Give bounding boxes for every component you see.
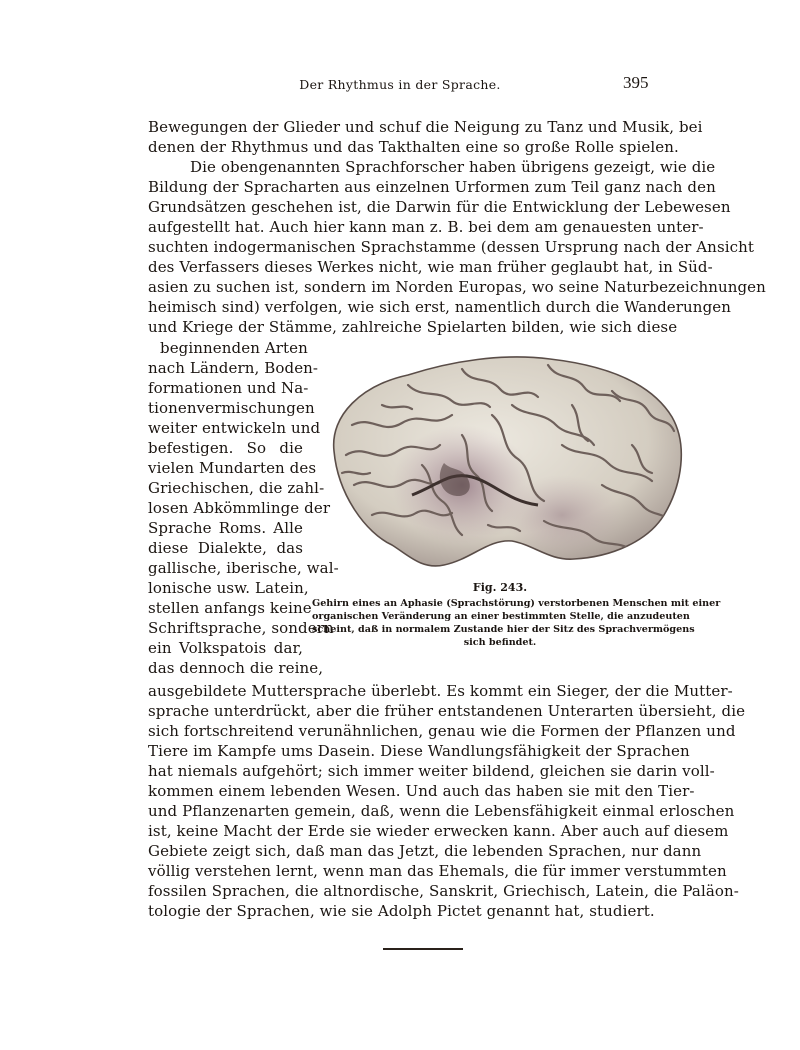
- body-line: Grundsätzen geschehen ist, die Darwin für die Entwicklung der Lebewesen: [148, 198, 731, 216]
- body-line: sprache unterdrückt, aber die früher entstandenen Unterarten übersieht, die: [148, 702, 746, 720]
- body-line: tologie der Sprachen, wie sie Adolph Pictet genannt hat, studiert.: [148, 902, 655, 920]
- body-line: und Pflanzenarten gemein, daß, wenn die Lebensfähigkeit einmal erloschen: [148, 802, 735, 820]
- column-line: formationen und Na-: [148, 379, 309, 397]
- page-number: 395: [623, 73, 649, 92]
- body-line: ist, keine Macht der Erde sie wieder erwecken kann. Aber auch auf diesem: [148, 822, 729, 840]
- body-line: Bildung der Spracharten aus einzelnen Urformen zum Teil ganz nach den: [148, 178, 716, 196]
- column-line: befestigen. So die: [148, 439, 303, 457]
- body-line: denen der Rhythmus und das Takthalten eine so große Rolle spielen.: [148, 138, 679, 156]
- body-line: aufgestellt hat. Auch hier kann man z. B. bei dem am genauesten unter-: [148, 218, 704, 236]
- column-line: vielen Mundarten des: [148, 459, 317, 477]
- column-line: beginnenden Arten: [160, 339, 308, 357]
- brain-illustration: [312, 345, 688, 577]
- column-line: das dennoch die reine,: [148, 659, 324, 677]
- column-line: Griechischen, die zahl-: [148, 479, 325, 497]
- body-line: Die obengenannten Sprachforscher haben übrigens gezeigt, wie die: [190, 158, 716, 176]
- body-line: Bewegungen der Glieder und schuf die Neigung zu Tanz und Musik, bei: [148, 118, 703, 136]
- column-line: Schriftsprache, sondern: [148, 619, 334, 637]
- body-line: kommen einem lebenden Wesen. Und auch das haben sie mit den Tier-: [148, 782, 695, 800]
- figure-caption-line: organischen Veränderung an einer bestimmten Stelle, die anzudeuten: [312, 611, 690, 622]
- column-line: lonische usw. Latein,: [148, 579, 309, 597]
- figure-label: Fig. 243.: [472, 581, 528, 594]
- column-line: stellen anfangs keine: [148, 599, 312, 617]
- column-line: losen Abkömmlinge der: [148, 499, 331, 517]
- body-line: heimisch sind) verfolgen, wie sich erst, namentlich durch die Wanderungen: [148, 298, 732, 316]
- body-line: und Kriege der Stämme, zahlreiche Spielarten bilden, wie sich diese: [148, 318, 678, 336]
- column-line: weiter entwickeln und: [148, 419, 321, 437]
- footer-rule: [383, 948, 463, 950]
- column-line: diese Dialekte, das: [148, 539, 303, 557]
- body-line: Tiere im Kampfe ums Dasein. Diese Wandlungsfähigkeit der Sprachen: [148, 742, 690, 760]
- column-line: tionenvermischungen: [148, 399, 315, 417]
- body-line: asien zu suchen ist, sondern im Norden Europas, wo seine Naturbezeichnungen: [148, 278, 766, 296]
- brain-figure: [312, 345, 688, 577]
- body-line: sich fortschreitend verunähnlichen, genau wie die Formen der Pflanzen und: [148, 722, 736, 740]
- figure-caption-line: Gehirn eines an Aphasie (Sprachstörung) verstorbenen Menschen mit einer: [312, 598, 721, 609]
- body-line: hat niemals aufgehört; sich immer weiter bildend, gleichen sie darin voll-: [148, 762, 715, 780]
- body-line: fossilen Sprachen, die altnordische, Sanskrit, Griechisch, Latein, die Paläon-: [148, 882, 739, 900]
- column-line: gallische, iberische, wal-: [148, 559, 339, 577]
- body-line: ausgebildete Muttersprache überlebt. Es kommt ein Sieger, der die Mutter-: [148, 682, 733, 700]
- body-line: suchten indogermanischen Sprachstamme (dessen Ursprung nach der Ansicht: [148, 238, 755, 256]
- column-line: Sprache Roms. Alle: [148, 519, 303, 537]
- running-header-title: Der Rhythmus in der Sprache.: [299, 77, 501, 92]
- body-line: Gebiete zeigt sich, daß man das Jetzt, die lebenden Sprachen, nur dann: [148, 842, 702, 860]
- figure-caption-line: scheint, daß in normalem Zustande hier der Sitz des Sprachvermögens: [312, 624, 695, 635]
- column-line: ein Volkspatois dar,: [148, 639, 303, 657]
- column-line: nach Ländern, Boden-: [148, 359, 319, 377]
- body-line: völlig verstehen lernt, wenn man das Ehemals, die für immer verstummten: [148, 862, 727, 880]
- body-line: des Verfassers dieses Werkes nicht, wie man früher geglaubt hat, in Süd-: [148, 258, 713, 276]
- figure-caption-line: sich befindet.: [463, 637, 537, 648]
